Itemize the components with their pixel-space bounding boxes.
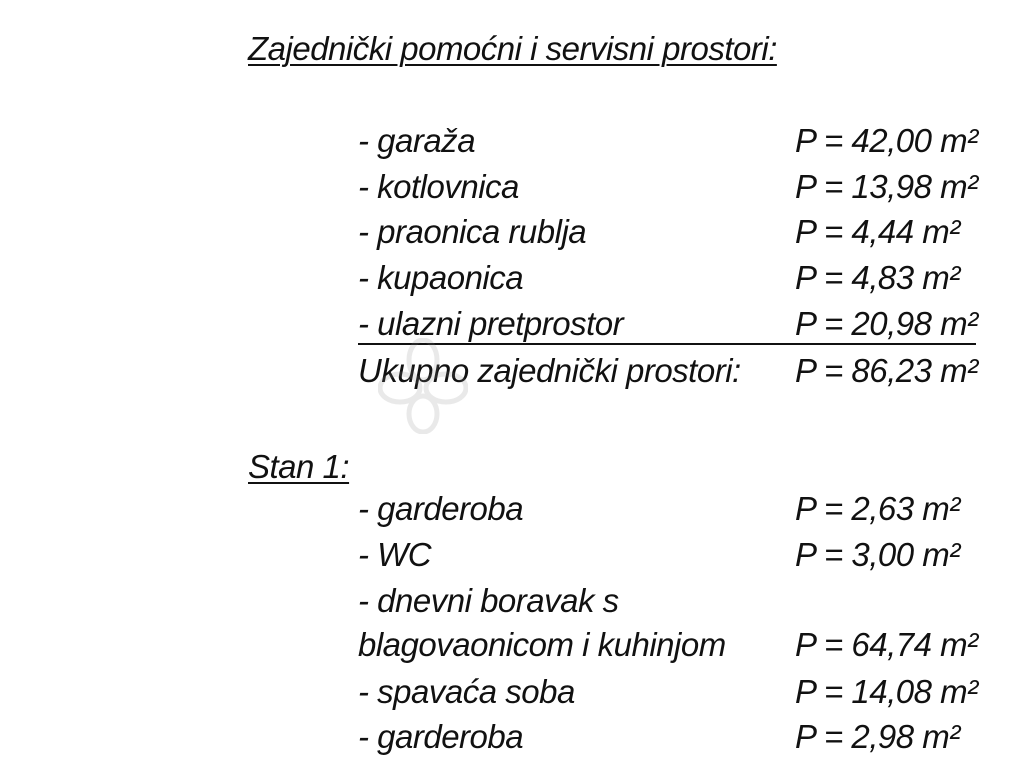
room-area: P = 2,98 m² <box>795 718 960 755</box>
room-label: - kupaonica <box>358 259 524 296</box>
room-area: P = 64,74 m² <box>795 626 978 663</box>
room-area: P = 42,00 m² <box>795 122 978 159</box>
room-area: P = 20,98 m² <box>795 305 978 342</box>
room-area: P = 4,83 m² <box>795 259 960 296</box>
section-title-common: Zajednički pomoćni i servisni prostori: <box>248 30 777 67</box>
room-label: - garderoba <box>358 490 524 527</box>
room-label: - garderoba <box>358 718 524 755</box>
room-area: P = 3,00 m² <box>795 536 960 573</box>
room-area: P = 2,63 m² <box>795 490 960 527</box>
room-area: P = 4,44 m² <box>795 213 960 250</box>
room-label: - garaža <box>358 122 476 159</box>
total-label: Ukupno zajednički prostori: <box>358 352 741 389</box>
room-label: - kotlovnica <box>358 168 519 205</box>
room-label: blagovaonicom i kuhinjom <box>358 626 726 663</box>
room-area: P = 14,08 m² <box>795 673 978 710</box>
room-label: - WC <box>358 536 432 573</box>
watermark-logo-icon <box>378 338 468 434</box>
room-label: - praonica rublja <box>358 213 587 250</box>
section-title-stan1: Stan 1: <box>248 448 350 485</box>
room-label: - dnevni boravak s <box>358 582 619 619</box>
room-label: - ulazni pretprostor <box>358 305 624 342</box>
total-area: P = 86,23 m² <box>795 352 978 389</box>
room-area: P = 13,98 m² <box>795 168 978 205</box>
room-label: - spavaća soba <box>358 673 575 710</box>
